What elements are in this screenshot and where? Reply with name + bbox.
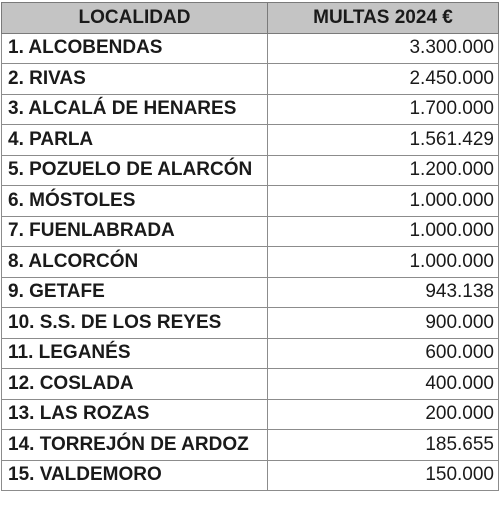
row-multas: 1.700.000	[268, 94, 499, 125]
row-localidad: 2. RIVAS	[2, 64, 268, 95]
row-localidad: 13. LAS ROZAS	[2, 399, 268, 430]
table-row	[2, 338, 499, 369]
table-body	[2, 33, 499, 491]
row-localidad: 8. ALCORCÓN	[2, 247, 268, 278]
row-localidad: 9. GETAFE	[2, 277, 268, 308]
row-localidad: 4. PARLA	[2, 125, 268, 156]
row-multas: 2.450.000	[268, 64, 499, 95]
header-row	[2, 3, 499, 34]
row-multas: 185.655	[268, 430, 499, 461]
table-row	[2, 33, 499, 64]
table-row	[2, 308, 499, 339]
table-row	[2, 460, 499, 491]
row-multas: 943.138	[268, 277, 499, 308]
header-localidad: LOCALIDAD	[2, 3, 268, 34]
header-multas: MULTAS 2024 €	[268, 3, 499, 34]
row-multas: 1.000.000	[268, 247, 499, 278]
row-multas: 600.000	[268, 338, 499, 369]
row-multas: 3.300.000	[268, 33, 499, 64]
row-localidad: 5. POZUELO DE ALARCÓN	[2, 155, 268, 186]
row-multas: 1.000.000	[268, 216, 499, 247]
row-localidad: 6. MÓSTOLES	[2, 186, 268, 217]
row-localidad: 14. TORREJÓN DE ARDOZ	[2, 430, 268, 461]
table-row	[2, 277, 499, 308]
table-row	[2, 430, 499, 461]
row-multas: 400.000	[268, 369, 499, 400]
row-multas: 200.000	[268, 399, 499, 430]
row-multas: 1.200.000	[268, 155, 499, 186]
row-localidad: 3. ALCALÁ DE HENARES	[2, 94, 268, 125]
row-localidad: 7. FUENLABRADA	[2, 216, 268, 247]
row-multas: 1.000.000	[268, 186, 499, 217]
row-multas: 900.000	[268, 308, 499, 339]
fines-table	[1, 2, 499, 491]
row-localidad: 11. LEGANÉS	[2, 338, 268, 369]
table-row	[2, 369, 499, 400]
table-row	[2, 155, 499, 186]
row-multas: 150.000	[268, 460, 499, 491]
row-multas: 1.561.429	[268, 125, 499, 156]
table-row	[2, 94, 499, 125]
row-localidad: 12. COSLADA	[2, 369, 268, 400]
table-row	[2, 64, 499, 95]
table-row	[2, 125, 499, 156]
table-row	[2, 186, 499, 217]
row-localidad: 15. VALDEMORO	[2, 460, 268, 491]
table-row	[2, 399, 499, 430]
row-localidad: 1. ALCOBENDAS	[2, 33, 268, 64]
table-row	[2, 216, 499, 247]
row-localidad: 10. S.S. DE LOS REYES	[2, 308, 268, 339]
table-row	[2, 247, 499, 278]
